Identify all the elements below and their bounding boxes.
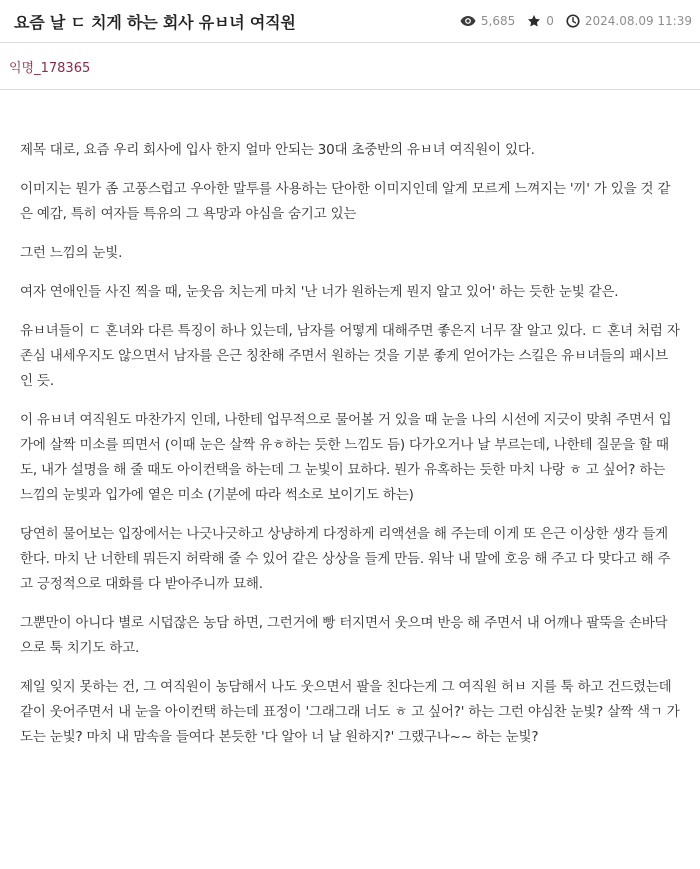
body-paragraph: 이미지는 뭔가 좀 고풍스럽고 우아한 말투를 사용하는 단아한 이미지인데 알게 모르게 느껴지는 '끼' 가 있을 것 같은 예감, 특히 여자들 특유의 그 욕망과 야심을 숨기고 있는 xyxy=(20,181,671,222)
body-paragraph: 여자 연애인들 사진 찍을 때, 눈웃음 치는게 마치 '난 너가 원하는게 뭔지 알고 있어' 하는 듯한 눈빛 같은. xyxy=(20,284,619,300)
post-datetime xyxy=(566,14,692,28)
author-row xyxy=(0,43,700,90)
star-icon xyxy=(527,14,541,28)
views-value: 5,685 xyxy=(480,14,516,28)
body-paragraph: 제목 대로, 요즘 우리 회사에 입사 한지 얼마 안되는 30대 초중반의 유ㅂ녀 여직원이 있다. xyxy=(20,142,535,158)
body-paragraph: 유ㅂ녀들이 ㄷ 혼녀와 다른 특징이 하나 있는데, 남자를 어떻게 대해주면 좋은지 너무 잘 알고 있다. ㄷ 혼녀 처럼 자존심 내세우지도 않으면서 남자를 은근 칭찬해 주면서 원하는 것을 기분 좋게 얻어가는 스킬은 유ㅂ녀들의 패시브 인 듯. xyxy=(20,323,680,389)
views-count xyxy=(460,14,515,28)
clock-icon xyxy=(566,14,580,28)
post-body xyxy=(0,90,700,750)
body-paragraph: 그런 느낌의 눈빛. xyxy=(20,245,123,261)
body-paragraph: 당연히 물어보는 입장에서는 나긋나긋하고 상냥하게 다정하게 리액션을 해 주는데 이게 또 은근 이상한 생각 들게 한다. 마치 난 너한테 뭐든지 허락해 줄 수 있어 같은 상상을 들게 만듬. 워낙 내 말에 호응 해 주고 다 맞다고 해 주고 긍정적으로 대화를 다 받아주니까 묘해. xyxy=(20,526,671,592)
body-paragraph: 그뿐만이 아니다 별로 시덥잖은 농담 하면, 그런거에 빵 터지면서 웃으며 반응 해 주면서 내 어깨나 팔뚝을 손바닥으로 툭 치기도 하고. xyxy=(20,615,668,656)
likes-value: 0 xyxy=(546,14,554,28)
eye-icon xyxy=(460,15,476,27)
body-paragraph: 이 유ㅂ녀 여직원도 마찬가지 인데, 나한테 업무적으로 물어볼 거 있을 때 눈을 나의 시선에 지긋이 맞춰 주면서 입가에 살짝 미소를 띄면서 (이때 눈은 살짝 유ㅎ하는 듯한 느낌도 듬) 다가오거나 날 부르는데, 나한테 질문을 할 때도, 내가 설명을 해 줄 때도 아이컨택을 하는데 그 눈빛이 묘하다. 뭔가 유혹하는 듯한 마치 나랑 ㅎ 고 싶어? 하는 느낌의 눈빛과 입가에 옅은 미소 (기분에 따라 썩소로 보이기도 하는) xyxy=(20,412,672,503)
author-name[interactable]: 익명_178365 xyxy=(9,60,91,76)
likes-count xyxy=(527,14,554,28)
datetime-value: 2024.08.09 11:39 xyxy=(584,14,692,28)
post-title: 요즘 날 ㄷ 치게 하는 회사 유ㅂ녀 여직원 xyxy=(14,12,296,32)
post-meta xyxy=(448,14,692,28)
post-header xyxy=(0,0,700,43)
body-paragraph: 제일 잊지 못하는 건, 그 여직원이 농담해서 나도 웃으면서 팔을 친다는게 그 여직원 허ㅂ 지를 툭 하고 건드렸는데 같이 웃어주면서 내 눈을 아이컨택 하는데 표정이 '그래그래 너도 ㅎ 고 싶어?' 하는 그런 야심찬 눈빛? 살짝 색ㄱ 가 도는 눈빛? 마치 내 맘속을 들여다 본듯한 '다 알아 너 날 원하지?' 그랬구나~~ 하는 눈빛? xyxy=(20,679,680,745)
